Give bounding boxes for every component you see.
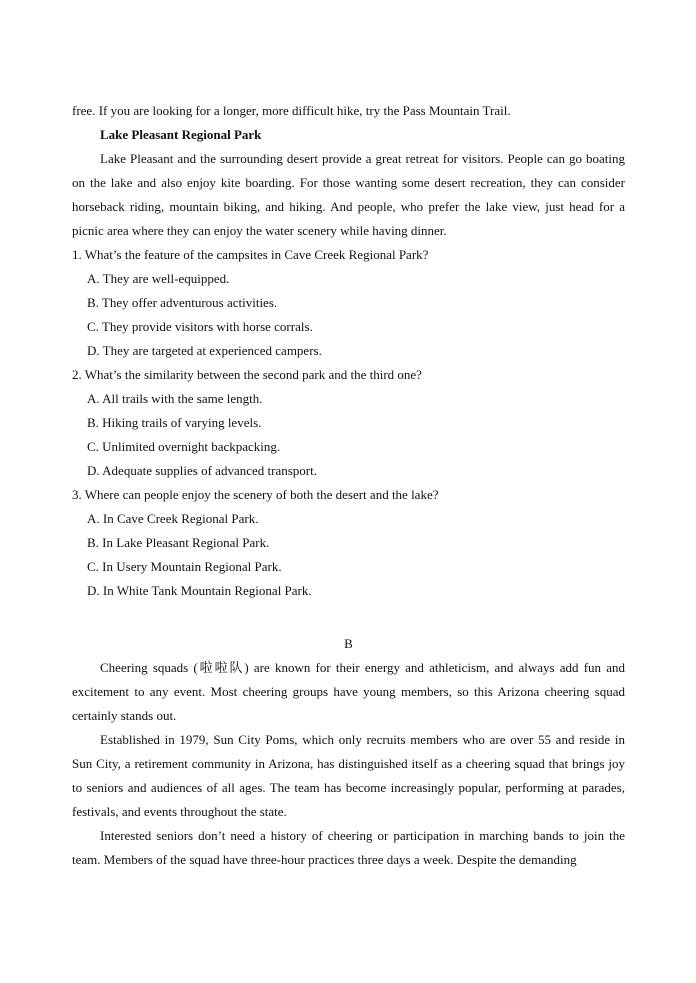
park-heading: Lake Pleasant Regional Park (100, 127, 262, 142)
option-a: A. They are well-equipped. (87, 271, 230, 286)
continuation-text: free. If you are looking for a longer, more difficult hike, try the Pass Mountain Trail. (72, 103, 511, 118)
park-paragraph: Lake Pleasant and the surrounding desert provide a great retreat for visitors. People can go boating on the lake and also enjoy kite boarding. For those wanting some desert recreation, they can consider horseback riding, mountain biking, and hiking. And people, who prefer the lake view, just head for a picnic area where they can enjoy the water scenery while having dinner. (72, 151, 625, 238)
document-page (72, 99, 625, 872)
option-d: D. In White Tank Mountain Regional Park. (87, 583, 312, 598)
option-a: A. In Cave Creek Regional Park. (87, 511, 259, 526)
option-a: A. All trails with the same length. (87, 391, 263, 406)
passage-b-paragraph-2: Established in 1979, Sun City Poms, which only recruits members who are over 55 and reside in Sun City, a retirement community in Arizona, has distinguished itself as a cheering squad that brings joy to seniors and audiences of all ages. The team has become increasingly popular, performing at parades, festivals, and events throughout the state. (72, 732, 625, 819)
option-c: C. They provide visitors with horse corrals. (87, 319, 313, 334)
question-stem: 2. What’s the similarity between the second park and the third one? (72, 367, 422, 382)
option-c: C. Unlimited overnight backpacking. (87, 439, 281, 454)
option-d: D. They are targeted at experienced campers. (87, 343, 322, 358)
question-1 (72, 243, 625, 363)
option-b: B. They offer adventurous activities. (87, 295, 278, 310)
passage-b-paragraph-3: Interested seniors don’t need a history of cheering or participation in marching bands to join the team. Members of the squad have three-hour practices three days a week. Despite the demanding (72, 828, 625, 867)
option-b: B. In Lake Pleasant Regional Park. (87, 535, 270, 550)
question-2 (72, 363, 625, 483)
option-d: D. Adequate supplies of advanced transport. (87, 463, 317, 478)
question-stem: 3. Where can people enjoy the scenery of both the desert and the lake? (72, 487, 439, 502)
section-letter-b: B (344, 636, 353, 651)
section-spacer (72, 603, 625, 632)
option-c: C. In Usery Mountain Regional Park. (87, 559, 282, 574)
question-stem: 1. What’s the feature of the campsites in Cave Creek Regional Park? (72, 247, 429, 262)
option-b: B. Hiking trails of varying levels. (87, 415, 262, 430)
question-3 (72, 483, 625, 603)
passage-b-paragraph-1: Cheering squads (啦啦队) are known for their energy and athleticism, and always add fun and excitement to any event. Most cheering groups have young members, so this Arizona cheering squad certainly stands out. (72, 660, 625, 723)
